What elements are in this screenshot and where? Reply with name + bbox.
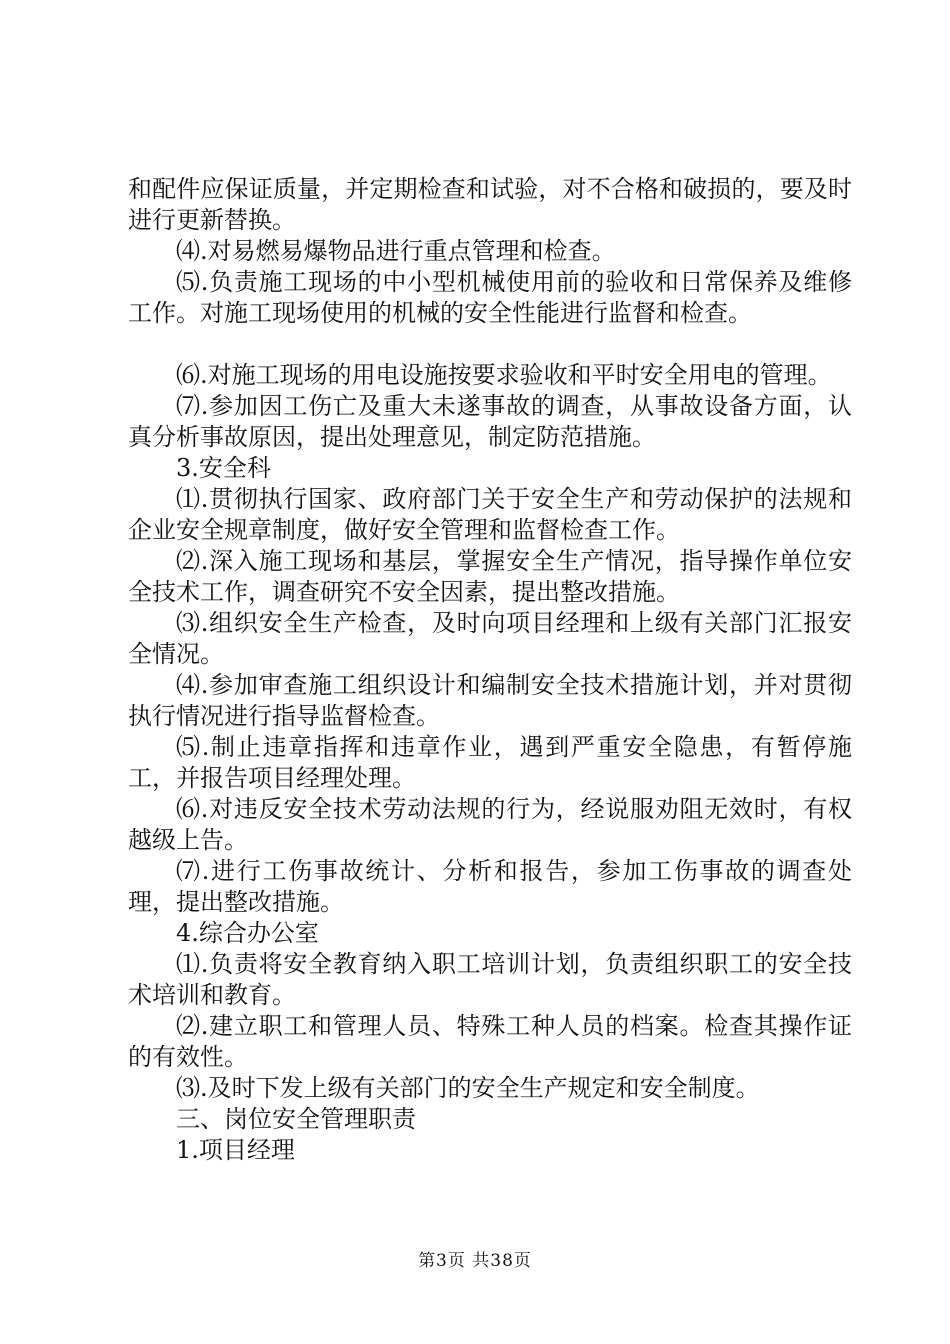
paragraph: ⑴.负责将安全教育纳入职工培训计划，负责组织职工的安全技术培训和教育。 bbox=[128, 950, 852, 1009]
paragraph: ⑷.参加审查施工组织设计和编制安全技术措施计划，并对贯彻执行情况进行指导监督检查。 bbox=[128, 671, 852, 730]
paragraph: ⑹.对违反安全技术劳动法规的行为，经说服劝阻无效时，有权越级上告。 bbox=[128, 795, 852, 854]
paragraph: ⑷.对易燃易爆物品进行重点管理和检查。 bbox=[176, 237, 616, 265]
page-number-footer: 第3页 共38页 bbox=[418, 1251, 532, 1271]
paragraph: ⑵.建立职工和管理人员、特殊工种人员的档案。检查其操作证的有效性。 bbox=[128, 1012, 852, 1071]
section-heading: 4.综合办公室 bbox=[176, 919, 319, 947]
paragraph: ⑺.进行工伤事故统计、分析和报告，参加工伤事故的调查处理，提出整改措施。 bbox=[128, 857, 852, 916]
section-heading: 1.项目经理 bbox=[176, 1136, 295, 1164]
paragraph: ⑸.负责施工现场的中小型机械使用前的验收和日常保养及维修工作。对施工现场使用的机械的安全性能进行监督和检查。 bbox=[128, 268, 852, 327]
paragraph: ⑶.及时下发上级有关部门的安全生产规定和安全制度。 bbox=[176, 1074, 760, 1102]
paragraph: ⑵.深入施工现场和基层，掌握安全生产情况，指导操作单位安全技术工作，调查研究不安全因素，提出整改措施。 bbox=[128, 547, 852, 606]
section-heading: 3.安全科 bbox=[176, 454, 271, 482]
blank-line bbox=[128, 329, 852, 360]
chapter-heading: 三、岗位安全管理职责 bbox=[176, 1105, 416, 1133]
document-body bbox=[128, 174, 852, 1166]
paragraph: ⑶.组织安全生产检查，及时向项目经理和上级有关部门汇报安全情况。 bbox=[128, 609, 852, 668]
paragraph: ⑹.对施工现场的用电设施按要求验收和平时安全用电的管理。 bbox=[176, 361, 832, 389]
paragraph: ⑴.贯彻执行国家、政府部门关于安全生产和劳动保护的法规和企业安全规章制度，做好安全管理和监督检查工作。 bbox=[128, 485, 852, 544]
paragraph: ⑸.制止违章指挥和违章作业，遇到严重安全隐患，有暂停施工，并报告项目经理处理。 bbox=[128, 733, 852, 792]
paragraph: 和配件应保证质量，并定期检查和试验，对不合格和破损的，要及时进行更新替换。 bbox=[128, 175, 852, 234]
paragraph: ⑺.参加因工伤亡及重大未遂事故的调查，从事故设备方面，认真分析事故原因，提出处理意见，制定防范措施。 bbox=[128, 392, 852, 451]
